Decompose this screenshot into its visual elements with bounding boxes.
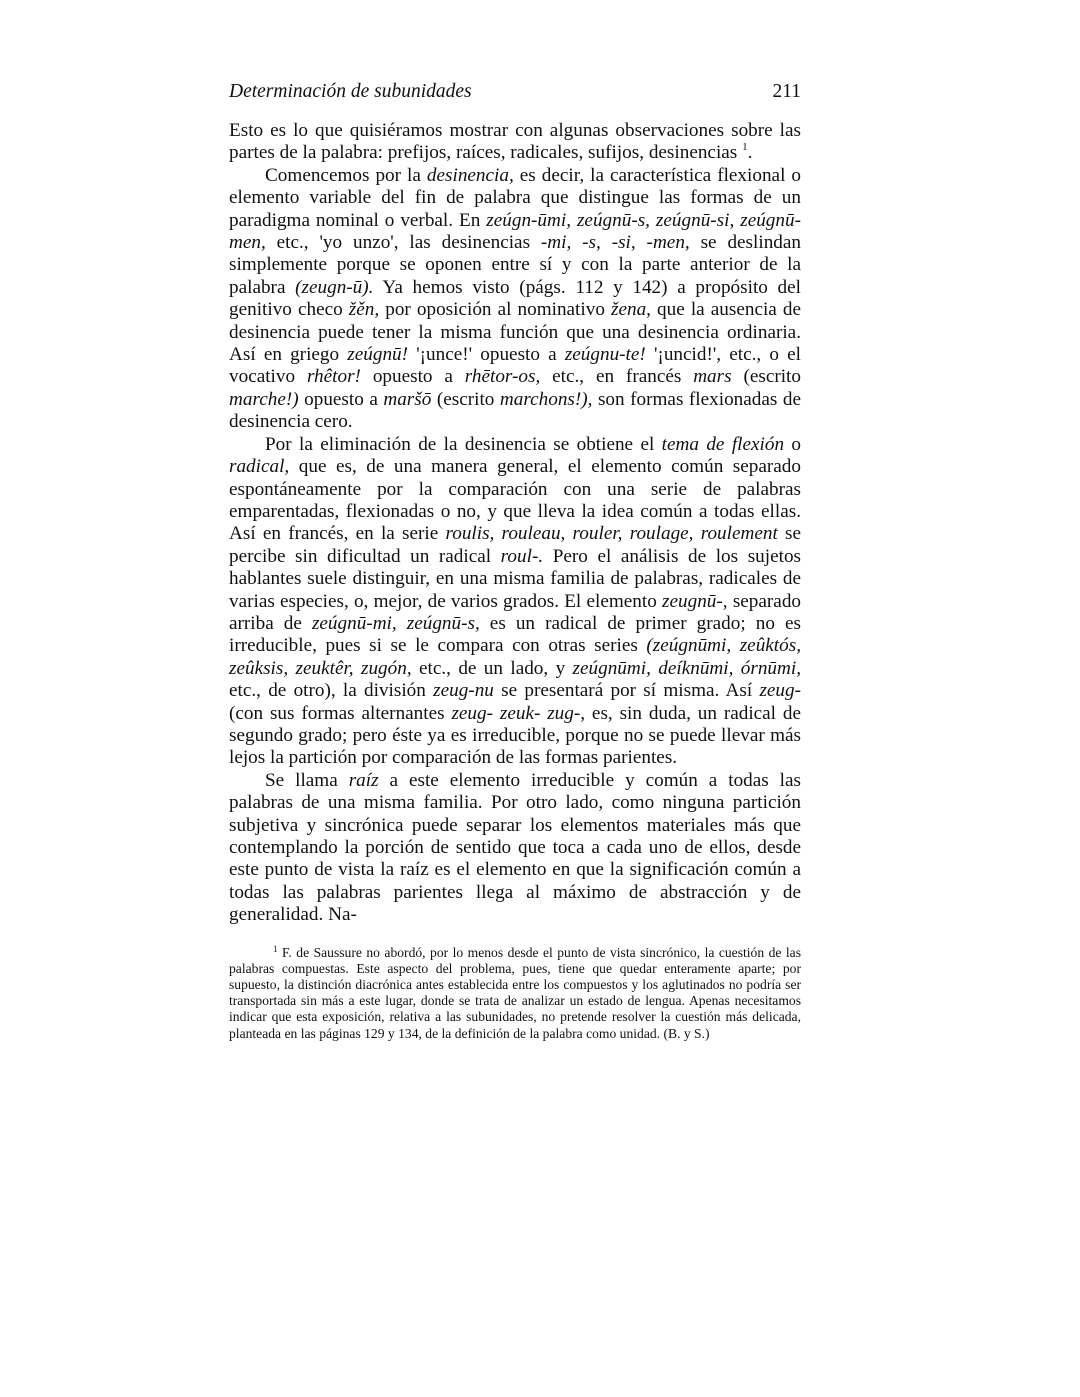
text-run: (escrito [431,388,500,410]
text-run: son formas flexionadas de desinencia cero. [229,388,801,433]
italic-term: žěn, [348,299,380,321]
italic-term: zeug- zeuk- zug-, [451,702,586,724]
text-run: Ya hemos visto (págs. 112 y 142) a propósito del genitivo checo [229,276,801,321]
italic-term: rhētor-os, [464,366,541,388]
text-run: etc., 'yo unzo', las desinencias [265,232,541,254]
footnote [229,945,801,1042]
text-run: . [747,142,753,164]
text-run: (escrito [731,366,801,388]
text-run: se presentará por sí misma. Así [493,680,760,702]
book-page [229,78,801,1042]
paragraph [229,120,801,165]
italic-term: (zeúgnūmi, zeûktós, zeûksis, zeuktêr, zugón, [229,635,801,679]
italic-term: -mi, -s, -si, -men, [540,232,690,254]
italic-term: radical, [229,456,290,478]
text-run: Por la eliminación de la desinencia se obtiene el [265,433,662,455]
italic-term: zeug-nu [433,680,494,702]
footnote-reference: 1 [742,141,748,154]
text-run: opuesto a [360,366,465,388]
text-run: es decir, la característica flexional o elemento variable del fin de palabra que distingue las formas de un paradigma nominal o verbal. En [229,164,801,231]
text-run: es un radical de primer grado; no es irreducible, pues si se le compara con otras series [229,612,801,657]
italic-term: raíz [348,769,379,791]
text-run: Se llama [265,769,349,791]
italic-term: zeúgnū! [347,344,409,366]
text-run: '¡uncid!', etc., o el vocativo [229,344,801,388]
text-run: '¡unce!' opuesto a [408,344,565,366]
italic-term: maršō [383,388,432,410]
paragraph [229,770,801,927]
text-run: se deslindan simplemente porque se oponen entre sí y con la parte anterior de la palabra [229,232,801,298]
text-run: etc., de otro), la división [229,680,434,702]
italic-term: zeúgnū-mi, zeúgnū-s, [311,612,480,634]
italic-term: zeug- [759,680,801,702]
italic-term: roul-. [500,545,544,567]
text-run: se percibe sin dificultad un radical [229,523,802,567]
footnote-text: F. de Saussure no abordó, por lo menos desde el punto de vista sincrónico, la cuestión de las palabras compuestas. Este aspecto del problema, pues, tiene que quedar enteramente aparte; por supuesto, la distinción diacrónica antes establecida entre los compuestos y los aglutinados no podría ser transportada sin más a este lugar, donde se trata de analizar un estado de lengua. Apenas necesitamos indicar que esta exposición, relativa a las subunidades, no pretende resolver la cuestión más delicada, planteada en las páginas 129 y 134, de la definición de la palabra como unidad. (B. y S.) [229,944,801,1041]
text-run: etc., de un lado, y [411,657,573,679]
italic-term: zeugnū-, [662,590,728,612]
italic-term: (zeugn-ū). [295,276,374,298]
running-head [229,78,801,106]
italic-term: marchons!), [499,388,593,410]
italic-term: tema de flexión [661,433,785,455]
text-run: etc., en francés [540,366,694,388]
text-run: Esto es lo que quisiéramos mostrar con algunas observaciones sobre las partes de la palabra: prefijos, raíces, radicales, sufijos, desinencias [229,120,801,164]
italic-term: marche!) [229,388,299,410]
italic-term: mars [693,366,732,388]
italic-term: zeúgnu-te! [564,344,646,366]
text-run: es, sin duda, un radical de segundo grado; pero éste ya es irreducible, porque no se puede llevar más lejos la partición por comparación de las formas parientes. [229,702,801,769]
text-run: por oposición al nominativo [379,299,611,321]
italic-term: zeúgnūmi, deíknūmi, órnūmi, [572,657,801,679]
text-run: separado arriba de [229,590,802,634]
italic-term: rhêtor! [306,366,361,388]
paragraph [229,165,801,434]
italic-term: žena, [611,299,651,321]
text-run: opuesto a [298,388,384,410]
footnote-marker: 1 [273,943,278,954]
page-number: 211 [772,81,801,102]
text-run: o [784,433,802,455]
running-title: Determinación de subunidades [229,81,472,102]
text-run: Pero el análisis de los sujetos hablantes suele distinguir, en una misma familia de palabras, radicales de varias especies, o, mejor, de varios grados. El elemento [229,545,801,612]
text-run: a este elemento irreducible y común a todas las palabras de una misma familia. Por otro lado, como ninguna partición subjetiva y sincrónica puede separar los elementos materiales más que contemplando la porción de sentido que toca a cada uno de ellos, desde este punto de vista la raíz es el elemento en que la significación común a todas las palabras parientes llega al máximo de abstracción y de generalidad. Na- [229,769,801,926]
text-run: Comencemos por la [265,164,427,186]
text-run: que es, de una manera general, el elemento común separado espontáneamente por la comparación con una serie de palabras emparentadas, flexionadas o no, y que lleva la idea común a todas ellas. Así en francés, en la serie [229,456,801,545]
footnotes [229,945,801,1042]
italic-term: zeúgn-ūmi, zeúgnū-s, zeúgnū-si, zeúgnū-men, [229,209,801,254]
text-run: (con sus formas alternantes [229,702,452,724]
italic-term: desinencia, [426,164,514,186]
paragraph [229,434,801,770]
body-text [229,120,801,927]
text-run: que la ausencia de desinencia puede tener la misma función que una desinencia ordinaria. Así en griego [229,299,801,366]
italic-term: roulis, rouleau, rouler, roulage, roulement [445,523,778,545]
